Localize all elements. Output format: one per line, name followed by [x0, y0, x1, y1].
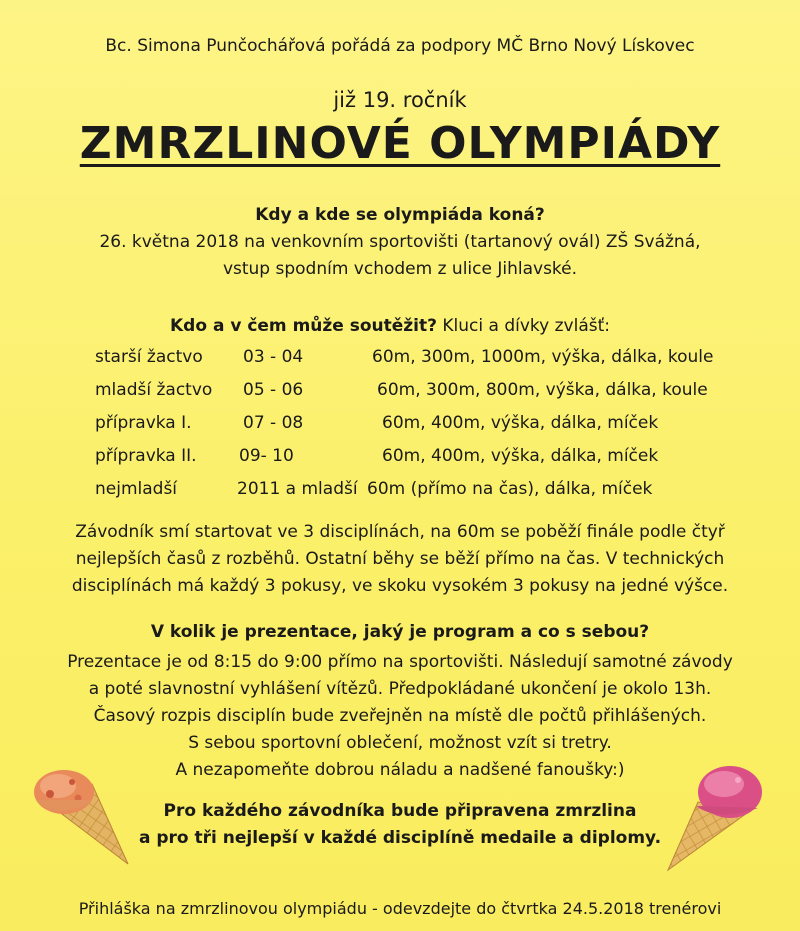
category-years: 03 - 04	[243, 347, 304, 367]
rules-line-2: nejlepších časů z rozběhů. Ostatní běhy se běží přímo na čas. V technických	[75, 549, 725, 569]
organizer-line: Bc. Simona Punčochářová pořádá za podpory MČ Brno Nový Lískovec	[105, 36, 695, 56]
category-years: 2011 a mladší	[237, 479, 358, 499]
program-line-1: Prezentace je od 8:15 do 9:00 přímo na sportovišti. Následují samotné závody	[67, 652, 733, 672]
category-disciplines: 60m, 400m, výška, dálka, míček	[382, 446, 659, 466]
prizes-line-1: Pro každého závodníka bude připravena zmrzlina	[163, 801, 637, 821]
category-name: přípravka I.	[95, 413, 192, 433]
page-title: ZMRZLINOVÉ OLYMPIÁDY	[79, 118, 721, 169]
category-name: starší žactvo	[95, 347, 203, 367]
program-line-2: a poté slavnostní vyhlášení vítězů. Předpokládané ukončení je okolo 13h.	[88, 679, 712, 699]
category-name: mladší žactvo	[95, 380, 213, 400]
rules-paragraph	[0, 519, 800, 600]
when-where-line-2: vstup spodním vchodem z ulice Jihlavské.	[222, 259, 578, 279]
program-line-3: Časový rozpis disciplín bude zveřejněn na místě dle počtů přihlášených.	[93, 706, 707, 726]
program-line-4: S sebou sportovní oblečení, možnost vzít si tretry.	[188, 733, 612, 753]
category-years: 07 - 08	[243, 413, 304, 433]
who-question: Kdo a v čem může soutěžit?	[170, 316, 437, 336]
rules-line-3: disciplínách má každý 3 pokusy, ve skoku vysokém 3 pokusy na jedné výšce.	[71, 576, 729, 596]
category-name: nejmladší	[95, 479, 178, 499]
category-disciplines: 60m, 300m, 800m, výška, dálka, koule	[377, 380, 708, 400]
program-line-5: A nezapomeňte dobrou náladu a nadšené fanoušky:)	[175, 760, 625, 780]
ice-cream-cone-icon	[658, 762, 768, 874]
category-disciplines: 60m, 400m, výška, dálka, míček	[382, 413, 659, 433]
program-question: V kolik je prezentace, jaký je program a co s sebou?	[150, 622, 650, 642]
category-disciplines: 60m (přímo na čas), dálka, míček	[367, 479, 653, 499]
when-where-line-1: 26. května 2018 na venkovním sportovišti (tartanový ovál) ZŠ Svážná,	[99, 232, 701, 252]
edition-line: již 19. ročník	[333, 88, 467, 112]
rules-line-1: Závodník smí startovat ve 3 disciplínách, na 60m se poběží finále podle čtyř	[75, 522, 725, 542]
footer-note: Přihláška na zmrzlinovou olympiádu - odevzdejte do čtvrtka 24.5.2018 trenérovi	[78, 899, 722, 918]
category-years: 05 - 06	[243, 380, 304, 400]
when-where-question: Kdy a kde se olympiáda koná?	[255, 205, 545, 225]
category-years: 09- 10	[239, 446, 294, 466]
category-disciplines: 60m, 300m, 1000m, výška, dálka, koule	[372, 347, 714, 367]
who-heading	[170, 316, 610, 336]
ice-cream-cone-icon	[28, 760, 138, 870]
category-name: přípravka II.	[95, 446, 197, 466]
who-answer: Kluci a dívky zvlášť:	[437, 316, 610, 336]
prizes-line-2: a pro tři nejlepší v každé disciplíně medaile a diplomy.	[138, 828, 662, 848]
